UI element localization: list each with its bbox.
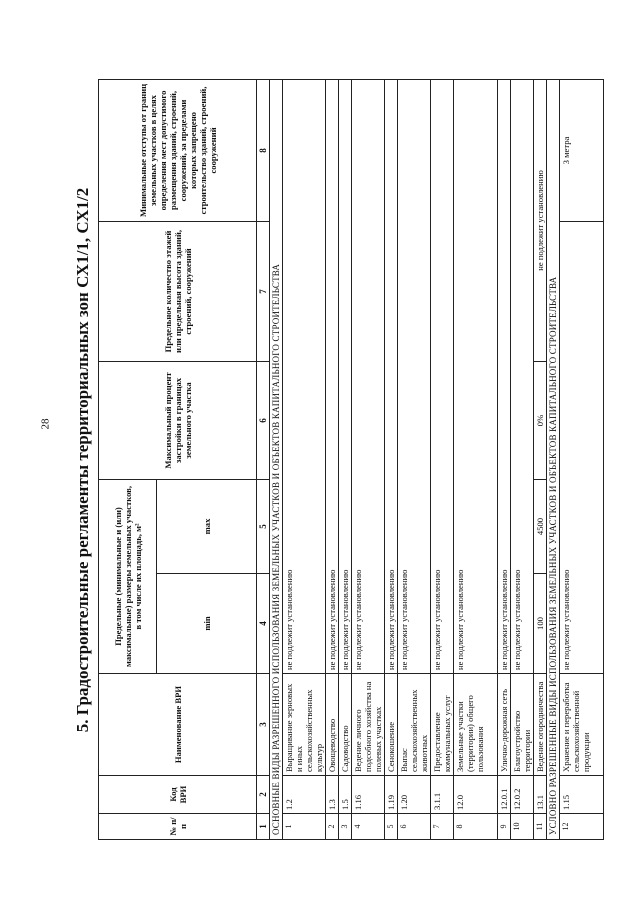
row-name: Выращивание зерновых и иных сельскохозяйственных культур — [283, 674, 326, 776]
row-code: 1.2 — [283, 776, 326, 814]
index-cell: 3 — [257, 674, 270, 776]
table-row — [398, 79, 431, 839]
row-value: не подлежит установлению — [398, 79, 431, 673]
table-row — [385, 79, 398, 839]
row-max-value: 4500 — [534, 479, 547, 573]
header-min: min — [157, 574, 257, 674]
row-num: 4 — [352, 814, 385, 840]
row-num: 10 — [511, 814, 534, 840]
row-code: 12.0.2 — [511, 776, 534, 814]
row-code: 13.1 — [534, 776, 547, 814]
row-value: не подлежит установлению — [511, 79, 534, 673]
row-value: не подлежит установлению — [283, 79, 326, 673]
index-cell: 5 — [257, 479, 270, 573]
row-name: Ведение огородничества — [534, 674, 547, 776]
row-name: Выпас сельскохозяйственных животных — [398, 674, 431, 776]
row-value: не подлежит установлению — [454, 79, 498, 673]
row-name: Овощеводство — [326, 674, 339, 776]
index-cell: 6 — [257, 361, 270, 479]
section-main-title: ОСНОВНЫЕ ВИДЫ РАЗРЕШЕННОГО ИСПОЛЬЗОВАНИЯ ЗЕМЕЛЬНЫХ УЧАСТКОВ И ОБЪЕКТОВ КАПИТАЛЬНОГО СТРОИТЕЛЬСТВА — [270, 79, 283, 839]
row-num: 6 — [398, 814, 431, 840]
index-cell: 8 — [257, 79, 270, 221]
row-code: 1.19 — [385, 776, 398, 814]
row-value: не подлежит установлению — [498, 79, 511, 673]
row-code: 3.1.1 — [431, 776, 454, 814]
header-max: max — [157, 479, 257, 573]
header-code: Код ВРИ — [99, 776, 257, 814]
row-num: 2 — [326, 814, 339, 840]
row-num: 5 — [385, 814, 398, 840]
section-row-conditional — [547, 79, 560, 839]
row-code: 1.20 — [398, 776, 431, 814]
row-num: 11 — [534, 814, 547, 840]
row-value: не подлежит установлению — [326, 79, 339, 673]
table-row — [534, 79, 547, 839]
row-code: 1.15 — [560, 776, 604, 814]
row-num: 12 — [560, 814, 604, 840]
table-row — [283, 79, 326, 839]
row-name: Сенокошение — [385, 674, 398, 776]
index-row — [257, 79, 270, 839]
table-row — [431, 79, 454, 839]
row-code: 1.5 — [339, 776, 352, 814]
row-name: Ведение личного подсобного хозяйства на полевых участках — [352, 674, 385, 776]
row-min-value: 100 — [534, 574, 547, 674]
row-value: не подлежит установлению — [385, 79, 398, 673]
row-name: Хранение и переработка сельскохозяйственной продукции — [560, 674, 604, 776]
row-name: Улично-дорожная сеть — [498, 674, 511, 776]
table-row — [326, 79, 339, 839]
regulations-table — [98, 79, 604, 840]
row-code: 12.0.1 — [498, 776, 511, 814]
row-code: 1.16 — [352, 776, 385, 814]
row-value: не подлежит установлению — [352, 79, 385, 673]
table-row — [339, 79, 352, 839]
index-cell: 2 — [257, 776, 270, 814]
document-title: 5. Градостроительные регламенты территориальных зон СХ1/1, СХ1/2 — [73, 187, 92, 733]
row-code: 12.0 — [454, 776, 498, 814]
index-cell: 7 — [257, 221, 270, 361]
row-name: Благоустройство территории — [511, 674, 534, 776]
section-row-main — [270, 79, 283, 839]
row-setback-value: 3 метра — [560, 79, 604, 221]
row-num: 9 — [498, 814, 511, 840]
table-row — [511, 79, 534, 839]
page-number: 28 — [39, 418, 52, 430]
header-pct: Максимальный процент застройки в границах земельного участка — [99, 361, 257, 479]
row-pct-value: 0% — [534, 361, 547, 479]
index-cell: 1 — [257, 814, 270, 840]
index-cell: 4 — [257, 574, 270, 674]
header-floors: Предельное количество этажей или предельная высота зданий, строений, сооружений — [99, 221, 257, 361]
header-setback: Минимальные отступы от границ земельных участков в целях определения мест допустимого размещения зданий, строений, сооружений, за пределами которых запрещено строительство зданий, строений, сооружений — [99, 79, 257, 221]
row-num: 7 — [431, 814, 454, 840]
row-value: не подлежит установлению — [339, 79, 352, 673]
section-cond-title: УСЛОВНО РАЗРЕШЕННЫЕ ВИДЫ ИСПОЛЬЗОВАНИЯ ЗЕМЕЛЬНЫХ УЧАСТКОВ И ОБЪЕКТОВ КАПИТАЛЬНОГО СТРОИТЕЛЬСТВА — [547, 79, 560, 839]
row-name: Предоставление коммунальных услуг — [431, 674, 454, 776]
header-name: Наименование ВРИ — [99, 674, 257, 776]
rotated-page-content — [70, 80, 610, 840]
row-name: Земельные участки (территории) общего пользования — [454, 674, 498, 776]
row-value: не подлежит установлению — [431, 79, 454, 673]
row-num: 8 — [454, 814, 498, 840]
table-row — [560, 79, 604, 839]
row-code: 1.3 — [326, 776, 339, 814]
table-row — [454, 79, 498, 839]
header-area: Предельные (минимальные и (или) максимальные) размеры земельных участков, в том числе их площадь, м² — [99, 479, 157, 673]
row-value: не подлежит установлению — [560, 221, 604, 673]
header-num: № п/п — [99, 814, 257, 840]
row-num: 3 — [339, 814, 352, 840]
table-row — [352, 79, 385, 839]
row-value: не подлежит установлению — [534, 79, 547, 361]
table-row — [498, 79, 511, 839]
row-name: Садоводство — [339, 674, 352, 776]
row-num: 1 — [283, 814, 326, 840]
